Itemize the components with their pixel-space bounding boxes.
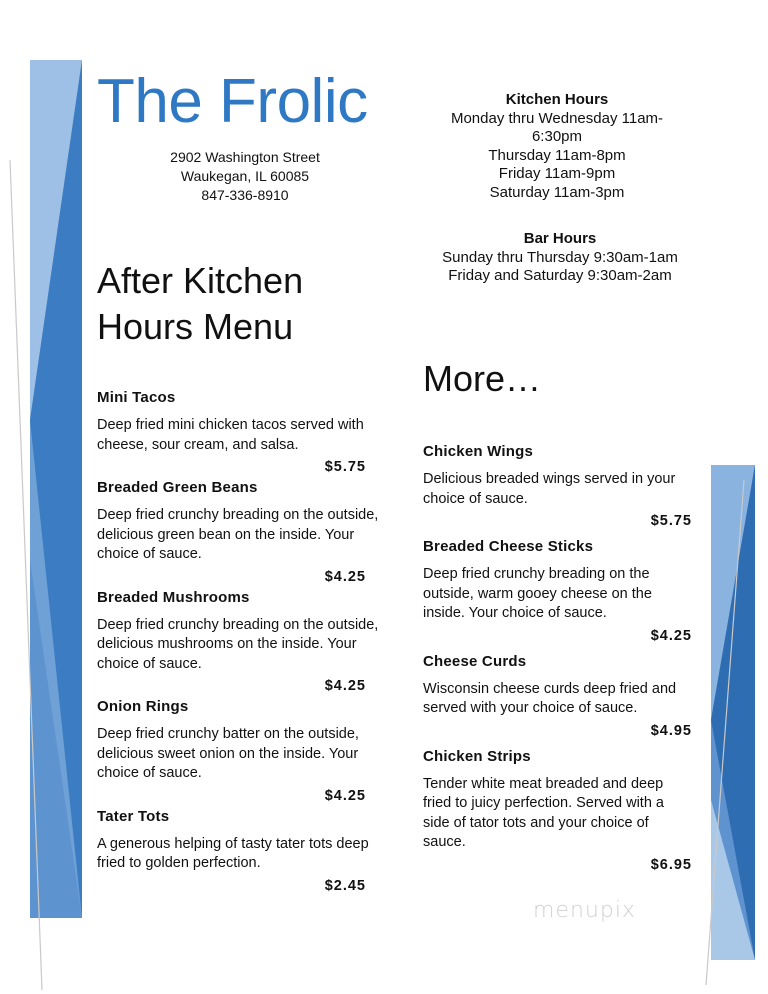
menu-item-name: Chicken Wings	[423, 443, 533, 460]
address-city: Waukegan, IL 60085	[180, 168, 310, 184]
after-hours-menu-title	[97, 258, 303, 350]
menu-item-price: $2.45	[324, 877, 366, 894]
menu-item-name: Breaded Mushrooms	[97, 588, 250, 606]
menu-item-name: Cheese Curds	[423, 652, 527, 670]
menu-item-price: $4.25	[324, 678, 366, 694]
kitchen-hours-title: Kitchen Hours	[505, 91, 609, 108]
bar-hours-title: Bar Hours	[523, 230, 597, 247]
menu-item	[97, 807, 397, 896]
after-hours-menu-list	[97, 388, 397, 897]
menu-item-price: $4.25	[324, 568, 366, 585]
menu-item-name: Breaded Cheese Sticks	[423, 538, 594, 555]
kitchen-hours-line: Saturday 11am-3pm	[489, 183, 625, 201]
menu-item-name: Tater Tots	[97, 807, 170, 825]
menu-item-name: Onion Rings	[97, 698, 189, 715]
section-title-line: Hours Menu	[97, 306, 294, 347]
kitchen-hours	[432, 91, 682, 202]
phone-number: 847-336-8910	[201, 187, 289, 203]
kitchen-hours-line: 6:30pm	[531, 128, 583, 145]
menu-item	[423, 747, 693, 875]
menu-item-description: Tender white meat breaded and deep fried to juicy perfection. Served with a side of tator tots and your choice of sauce.	[423, 775, 664, 850]
address-street: 2902 Washington Street	[170, 149, 320, 165]
menu-item-name: Mini Tacos	[97, 389, 176, 406]
menu-item-description: Delicious breaded wings served in your choice of sauce.	[423, 471, 676, 507]
menu-item	[97, 588, 397, 697]
menu-item-description: Deep fried crunchy batter on the outside, delicious sweet onion on the inside. Your choice of sauce.	[97, 726, 359, 781]
kitchen-hours-line: Thursday 11am-8pm	[488, 146, 626, 164]
menu-item-name: Breaded Green Beans	[97, 479, 258, 496]
more-section-title: More…	[423, 358, 542, 399]
menu-item-description: A generous helping of tasty tater tots deep fried to golden perfection.	[97, 835, 369, 871]
menu-item-description: Deep fried crunchy breading on the outside, delicious mushrooms on the inside. Your choice of sauce.	[97, 616, 379, 672]
menu-item-description: Deep fried crunchy breading on the outside, warm gooey cheese on the inside. Your choice of sauce.	[423, 566, 652, 621]
bar-hours-line: Sunday thru Thursday 9:30am-1am	[442, 248, 678, 266]
menu-item	[97, 478, 397, 587]
kitchen-hours-line: Friday 11am-9pm	[498, 165, 616, 182]
address-block	[140, 148, 350, 205]
bar-hours	[430, 230, 690, 286]
menu-item	[423, 537, 693, 646]
menu-item-name: Chicken Strips	[423, 747, 531, 765]
menu-item-price: $5.75	[650, 513, 692, 529]
section-title-line: After Kitchen	[97, 260, 304, 301]
restaurant-name: The Frolic	[97, 67, 368, 136]
menu-item-price: $4.95	[650, 722, 692, 739]
menu-item	[423, 442, 693, 531]
menu-item-description: Deep fried mini chicken tacos served with cheese, sour cream, and salsa.	[97, 417, 364, 453]
menu-item	[97, 697, 397, 806]
bar-hours-line: Friday and Saturday 9:30am-2am	[448, 267, 672, 284]
menu-item	[423, 652, 693, 741]
menu-item	[97, 388, 397, 477]
watermark-logo: menupix	[533, 898, 636, 923]
menu-item-price: $5.75	[324, 459, 366, 475]
menu-item-price: $6.95	[650, 856, 692, 873]
kitchen-hours-line: Monday thru Wednesday 11am-	[450, 109, 664, 127]
menu-item-description: Wisconsin cheese curds deep fried and served with your choice of sauce.	[423, 680, 677, 716]
menu-item-price: $4.25	[324, 787, 366, 804]
menu-item-description: Deep fried crunchy breading on the outside, delicious green bean on the inside. Your choice of sauce.	[97, 507, 379, 562]
more-menu-list	[423, 442, 693, 881]
menu-item-price: $4.25	[650, 627, 692, 644]
